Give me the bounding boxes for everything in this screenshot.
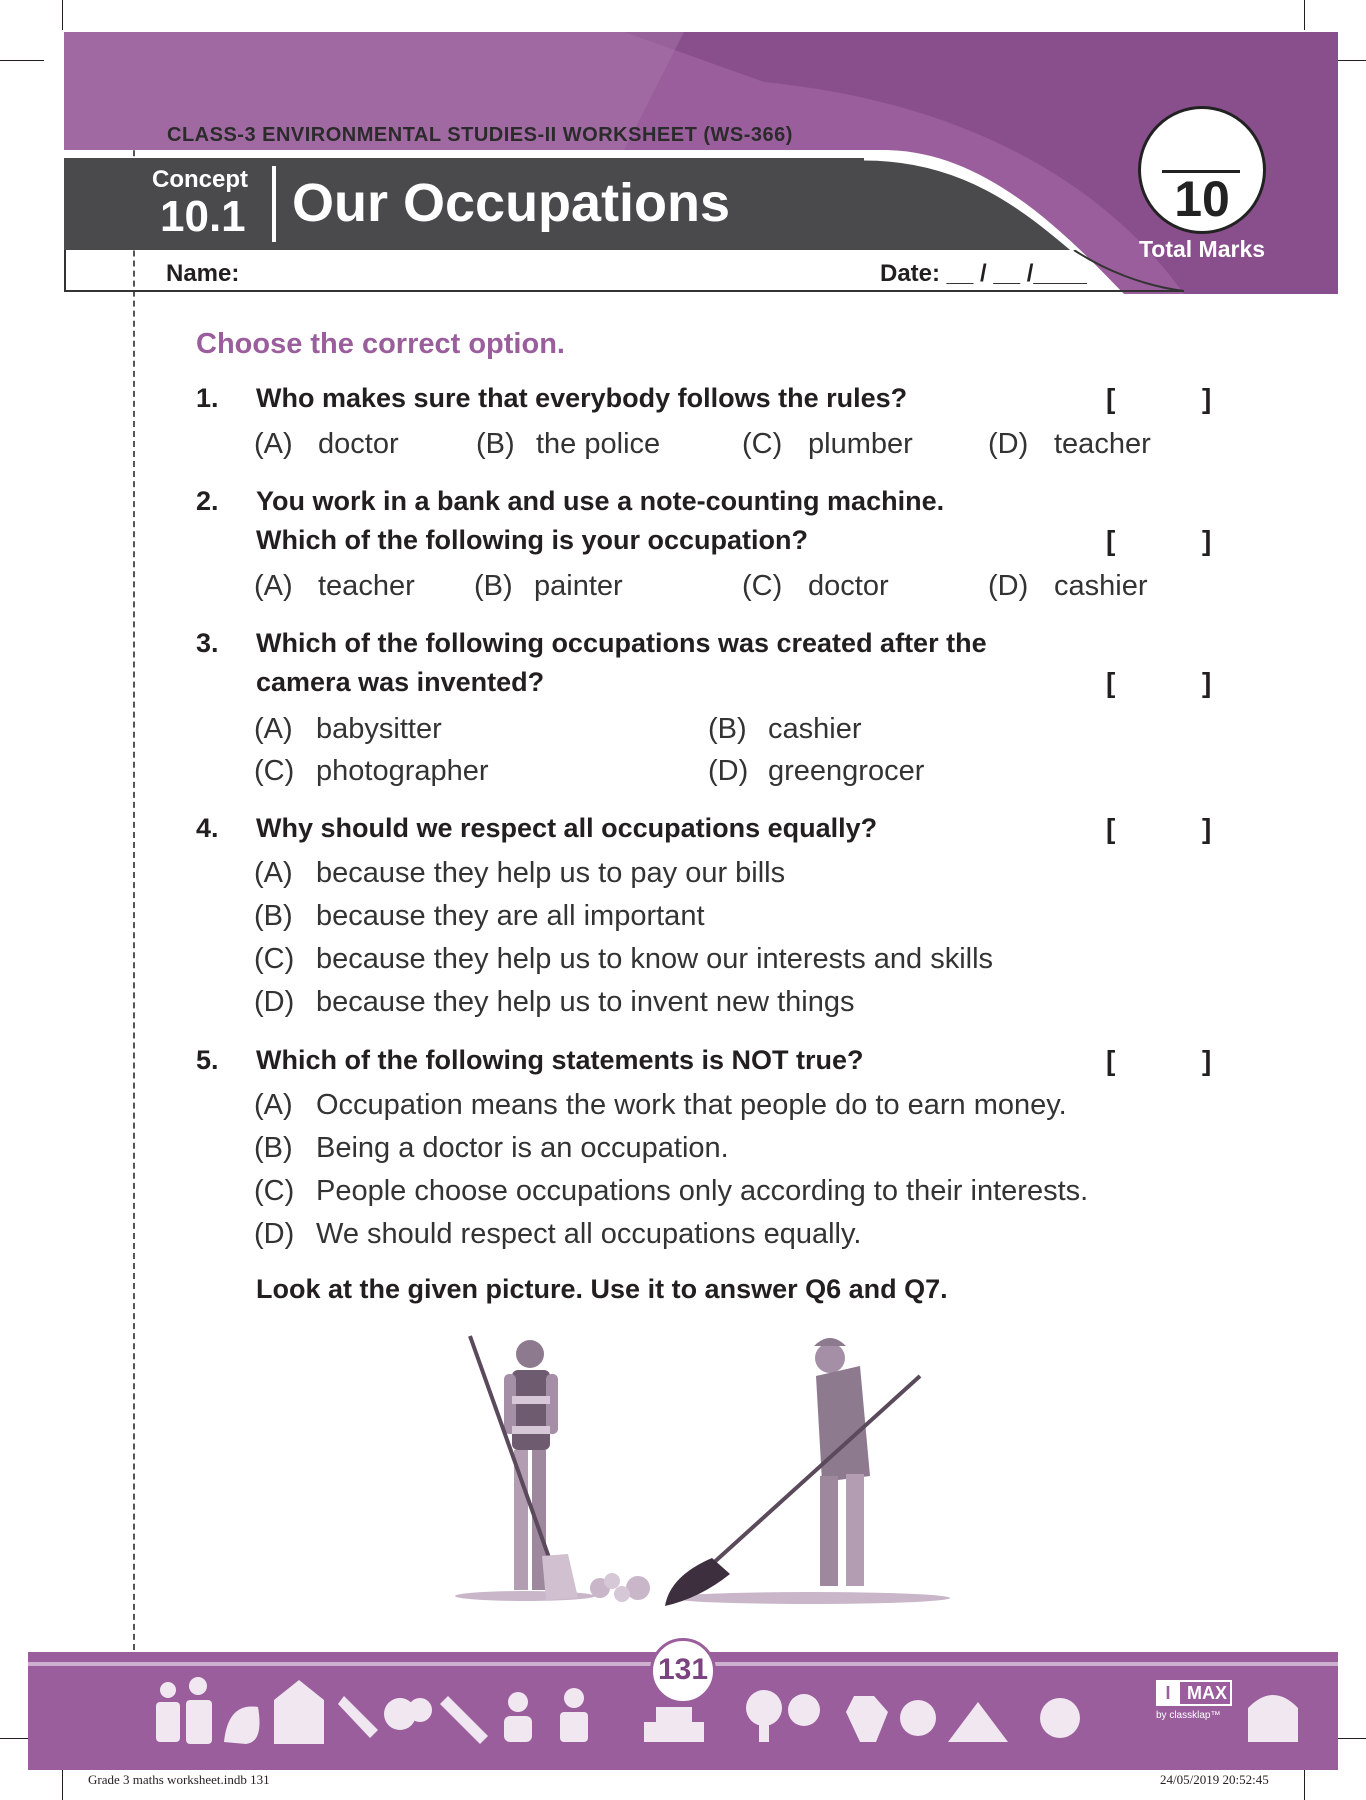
question-text: Which of the following occupations was created after the xyxy=(256,628,987,658)
option-text: because they help us to pay our bills xyxy=(316,857,786,889)
worksheet-class-line: CLASS-3 ENVIRONMENTAL STUDIES-II WORKSHEET (WS-366) xyxy=(167,124,793,146)
option-letter: (D) xyxy=(988,570,1029,602)
option-text: doctor xyxy=(318,428,399,460)
picture-instruction: Look at the given picture. Use it to answer Q6 and Q7. xyxy=(256,1274,948,1304)
question-text: Who makes sure that everybody follows the rules? xyxy=(256,383,908,413)
option-text: teacher xyxy=(1054,428,1151,460)
option-text: greengrocer xyxy=(768,755,925,787)
option-text: Occupation means the work that people do to earn money. xyxy=(316,1089,1067,1121)
answer-bracket-open: [ xyxy=(1106,525,1116,556)
option-letter: (D) xyxy=(254,1218,295,1250)
option-text: babysitter xyxy=(316,713,442,745)
option-text: People choose occupations only according to their interests. xyxy=(316,1175,1089,1207)
page-title: Our Occupations xyxy=(292,173,731,233)
option-letter: (C) xyxy=(742,570,783,602)
imax-logo-i: I xyxy=(1156,1680,1180,1706)
option-text: plumber xyxy=(808,428,913,460)
page-number-badge: 131 xyxy=(650,1638,716,1704)
question-number: 2. xyxy=(196,486,219,516)
concept-label: Concept xyxy=(152,166,248,193)
instruction-text: Choose the correct option. xyxy=(196,328,565,360)
answer-bracket-open: [ xyxy=(1106,667,1116,698)
option-letter: (B) xyxy=(254,900,293,932)
option-letter: (B) xyxy=(474,570,513,602)
answer-bracket-open: [ xyxy=(1106,813,1116,844)
option-letter: (C) xyxy=(254,943,295,975)
option-text: cashier xyxy=(768,713,862,745)
crop-mark xyxy=(1304,1770,1305,1800)
question-number: 3. xyxy=(196,628,219,658)
question-text: You work in a bank and use a note-counting machine. xyxy=(256,486,945,516)
print-slug-file: Grade 3 maths worksheet.indb 131 xyxy=(88,1772,270,1787)
crop-mark xyxy=(1304,0,1305,30)
sweepers-illustration xyxy=(450,1326,970,1616)
option-letter: (A) xyxy=(254,713,293,745)
answer-bracket-close: ] xyxy=(1202,525,1212,556)
option-text: We should respect all occupations equally. xyxy=(316,1218,862,1250)
print-slug-timestamp: 24/05/2019 20:52:45 xyxy=(1160,1772,1269,1787)
option-text: because they are all important xyxy=(316,900,705,932)
date-field-label: Date: __ / __ /____ xyxy=(880,260,1087,287)
question-number: 1. xyxy=(196,383,219,413)
option-text: cashier xyxy=(1054,570,1148,602)
crop-mark xyxy=(62,0,63,30)
question-number: 4. xyxy=(196,813,219,843)
question-text: camera was invented? xyxy=(256,667,545,697)
option-text: the police xyxy=(536,428,661,460)
option-letter: (A) xyxy=(254,1089,293,1121)
option-letter: (B) xyxy=(476,428,515,460)
crop-mark xyxy=(0,60,44,61)
option-text: Being a doctor is an occupation. xyxy=(316,1132,729,1164)
option-text: teacher xyxy=(318,570,415,602)
option-letter: (C) xyxy=(254,1175,295,1207)
option-text: doctor xyxy=(808,570,889,602)
answer-bracket-close: ] xyxy=(1202,667,1212,698)
imax-logo-max: MAX xyxy=(1187,1683,1227,1703)
question-text: Why should we respect all occupations equally? xyxy=(256,813,878,843)
answer-bracket-open: [ xyxy=(1106,383,1116,414)
imax-logo-byline: by classklap™ xyxy=(1156,1710,1221,1721)
title-separator xyxy=(272,166,276,242)
option-letter: (D) xyxy=(254,986,295,1018)
option-letter: (A) xyxy=(254,428,293,460)
option-letter: (D) xyxy=(708,755,749,787)
option-letter: (B) xyxy=(708,713,747,745)
question-text: Which of the following statements is NOT true? xyxy=(256,1045,864,1075)
answer-bracket-close: ] xyxy=(1202,1045,1212,1076)
total-marks-value: 10 xyxy=(1174,171,1230,227)
question-number: 5. xyxy=(196,1045,219,1075)
answer-bracket-close: ] xyxy=(1202,813,1212,844)
total-marks-label: Total Marks xyxy=(1138,236,1266,262)
option-text: because they help us to know our interests and skills xyxy=(316,943,994,975)
option-letter: (A) xyxy=(254,857,293,889)
option-text: because they help us to invent new things xyxy=(316,986,855,1018)
option-letter: (C) xyxy=(742,428,783,460)
concept-number: 10.1 xyxy=(160,192,246,241)
option-letter: (B) xyxy=(254,1132,293,1164)
name-field-label: Name: xyxy=(166,260,240,287)
crop-mark xyxy=(62,1770,63,1800)
option-text: painter xyxy=(534,570,623,602)
answer-bracket-close: ] xyxy=(1202,383,1212,414)
option-letter: (A) xyxy=(254,570,293,602)
question-text: Which of the following is your occupation? xyxy=(256,525,808,555)
option-letter: (D) xyxy=(988,428,1029,460)
answer-bracket-open: [ xyxy=(1106,1045,1116,1076)
option-letter: (C) xyxy=(254,755,295,787)
option-text: photographer xyxy=(316,755,489,787)
